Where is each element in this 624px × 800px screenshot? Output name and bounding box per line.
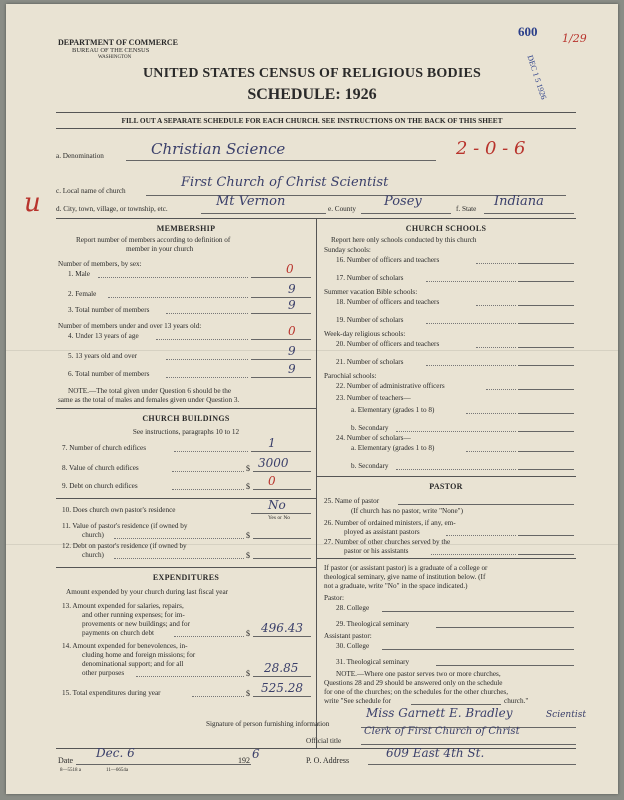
state-value: Indiana	[494, 194, 544, 209]
membership-note-2: same as the total of males and females given under Question 3.	[58, 396, 240, 404]
official-title-value: Clerk of First Church of Christ	[364, 726, 520, 737]
q8-value: 3000	[258, 456, 289, 470]
pastor-note-4: write "See schedule for	[324, 697, 391, 705]
q23-label: 23. Number of teachers—	[336, 394, 411, 402]
q9-label: 9. Debt on church edifices	[62, 482, 138, 490]
q23a-label: a. Elementary (grades 1 to 8)	[351, 406, 435, 414]
q6-label: 6. Total number of members	[68, 370, 150, 378]
q6-value: 9	[288, 362, 296, 376]
q13-value: 496.43	[261, 621, 303, 635]
county-value: Posey	[384, 194, 422, 209]
q13-label-4: payments on church debt	[82, 629, 155, 637]
state-label: f. State	[456, 205, 477, 213]
q10-hint: Yes or No	[268, 515, 291, 521]
pastor-note-5: church."	[504, 697, 529, 705]
q12-label-2: church)	[82, 551, 104, 559]
q24b-label: b. Secondary	[351, 462, 389, 470]
membership-intro-2: member in your church	[126, 245, 194, 253]
county-label: e. County	[328, 205, 356, 213]
membership-note: NOTE.—The total given under Question 6 should be the	[68, 387, 232, 395]
po-address-label: P. O. Address	[306, 756, 350, 765]
buildings-instructions: See instructions, paragraphs 10 to 12	[132, 428, 240, 436]
local-church-name-value: First Church of Christ Scientist	[181, 175, 389, 190]
received-stamp-number: 600	[518, 24, 538, 39]
q13-label-3: provements or new buildings; and for	[82, 620, 190, 628]
stamp-note: 1/29	[562, 32, 587, 45]
schedule-title: SCHEDULE: 1926	[247, 86, 377, 103]
q26-label-2: ployed as assistant pastors	[344, 528, 420, 536]
signature-value: Miss Garnett E. Bradley	[366, 706, 513, 720]
q13-label: 13. Amount expended for salaries, repairs,	[62, 602, 184, 610]
signature-label: Signature of person furnishing information	[206, 720, 330, 728]
q15-value: 525.28	[261, 681, 303, 695]
parochial-schools-label: Parochial schools:	[324, 372, 377, 380]
city-label: d. City, town, village, or township, etc.	[56, 205, 168, 213]
q28-label: 28. College	[336, 604, 370, 612]
q14-label-3: denominational support; and for all	[82, 660, 184, 668]
bureau-name: BUREAU OF THE CENSUS	[72, 47, 150, 54]
q8-label: 8. Value of church edifices	[62, 464, 139, 472]
sunday-schools-label: Sunday schools:	[324, 246, 371, 254]
q25-hint: (If church has no pastor, write "None")	[351, 507, 463, 515]
weekday-schools-label: Week-day religious schools:	[324, 330, 406, 338]
q11-label-2: church)	[82, 531, 104, 539]
q14-value: 28.85	[264, 661, 299, 675]
q1-label: 1. Male	[68, 270, 90, 278]
membership-intro: Report number of members according to definition of	[76, 236, 231, 244]
graduate-instructions: If pastor (or assistant pastor) is a graduate of a college or	[324, 564, 488, 572]
q14-label-2: cluding home and foreign missions; for	[82, 651, 196, 659]
q7-label: 7. Number of church edifices	[62, 444, 147, 452]
year-prefix: 192	[238, 756, 250, 765]
graduate-instructions-2: theological seminary, give name of institution below. (If	[324, 573, 486, 581]
denomination-code: 2 - 0 - 6	[456, 138, 526, 159]
membership-heading: MEMBERSHIP	[156, 224, 216, 233]
q11-dollar: $	[246, 531, 250, 540]
q9-dollar: $	[246, 482, 250, 491]
assistant-pastor-subheading: Assistant pastor:	[324, 632, 372, 640]
q12-dollar: $	[246, 551, 250, 560]
q14-label: 14. Amount expended for benevolences, in-	[62, 642, 188, 650]
q5-label: 5. 13 years old and over	[68, 352, 138, 360]
pastor-note-3: for one of the churches; on the schedules for the other churches,	[324, 688, 509, 696]
city-value: Mt Vernon	[216, 194, 286, 209]
form-title: UNITED STATES CENSUS OF RELIGIOUS BODIES	[142, 66, 481, 81]
q3-label: 3. Total number of members	[68, 306, 150, 314]
date-label: Date	[58, 756, 74, 765]
form-number: 8—5518 a	[60, 768, 81, 773]
q13-label-2: and other running expenses; for im-	[82, 611, 185, 619]
q14-label-4: other purposes	[82, 669, 125, 677]
pastor-heading: PASTOR	[429, 482, 463, 491]
margin-mark: u	[24, 188, 41, 218]
official-title-extra: Scientist	[546, 710, 586, 720]
q23b-label: b. Secondary	[351, 424, 389, 432]
q4-label: 4. Under 13 years of age	[68, 332, 139, 340]
q12-label: 12. Debt on pastor's residence (if owned by	[62, 542, 187, 550]
q27-label: 27. Number of other churches served by the	[324, 538, 451, 546]
q17-label: 17. Number of scholars	[336, 274, 404, 282]
q4-value: 0	[288, 324, 296, 338]
q10-label: 10. Does church own pastor's residence	[62, 506, 176, 514]
denomination-value: Christian Science	[151, 140, 286, 158]
q15-label: 15. Total expenditures during year	[62, 689, 161, 697]
form-number-2: 11—6654a	[106, 768, 129, 773]
q2-label: 2. Female	[68, 290, 97, 298]
q24-label: 24. Number of scholars—	[336, 434, 411, 442]
q30-label: 30. College	[336, 642, 370, 650]
q14-dollar: $	[246, 669, 250, 678]
q26-label: 26. Number of ordained ministers, if any, em-	[324, 519, 456, 527]
expenditures-subtitle: Amount expended by your church during last fiscal year	[66, 588, 229, 596]
local-church-name-label: c. Local name of church	[56, 187, 126, 195]
q13-dollar: $	[246, 629, 250, 638]
q2-value: 9	[288, 282, 296, 296]
summer-schools-label: Summer vacation Bible schools:	[324, 288, 418, 296]
q16-label: 16. Number of officers and teachers	[336, 256, 440, 264]
q15-dollar: $	[246, 689, 250, 698]
pastor-note-2: Questions 28 and 29 should be answered only on the schedule	[324, 679, 503, 687]
bureau-city: WASHINGTON	[98, 55, 132, 60]
q1-value: 0	[286, 262, 294, 276]
buildings-heading: CHURCH BUILDINGS	[142, 414, 230, 423]
schools-heading: CHURCH SCHOOLS	[405, 224, 487, 233]
q7-value: 1	[268, 436, 276, 450]
q3-value: 9	[288, 298, 296, 312]
members-by-age-label: Number of members under and over 13 years old:	[58, 322, 202, 330]
q11-label: 11. Value of pastor's residence (if owned by	[62, 522, 188, 530]
po-address-value: 609 East 4th St.	[386, 746, 485, 760]
q24a-label: a. Elementary (grades 1 to 8)	[351, 444, 435, 452]
graduate-instructions-3: not a graduate, write "No" in the space indicated.)	[324, 582, 468, 590]
pastor-subheading: Pastor:	[324, 594, 344, 602]
pastor-note: NOTE.—Where one pastor serves two or more churches,	[336, 670, 501, 678]
department-name: DEPARTMENT OF COMMERCE	[58, 38, 179, 47]
expenditures-heading: EXPENDITURES	[152, 573, 220, 582]
q5-value: 9	[288, 344, 296, 358]
date-value: Dec. 6	[96, 746, 135, 760]
members-by-sex-label: Number of members, by sex:	[58, 260, 142, 268]
q20-label: 20. Number of officers and teachers	[336, 340, 440, 348]
q27-label-2: pastor or his assistants	[344, 547, 409, 555]
q18-label: 18. Number of officers and teachers	[336, 298, 440, 306]
denomination-label: a. Denomination	[56, 152, 104, 160]
q31-label: 31. Theological seminary	[336, 658, 410, 666]
q19-label: 19. Number of scholars	[336, 316, 404, 324]
separate-schedule-instruction: FILL OUT A SEPARATE SCHEDULE FOR EACH CHURCH. SEE INSTRUCTIONS ON THE BACK OF THIS SHEET	[121, 116, 503, 125]
census-schedule-sheet	[6, 4, 618, 794]
q9-value: 0	[268, 474, 276, 488]
q25-label: 25. Name of pastor	[324, 497, 380, 505]
q8-dollar: $	[246, 464, 250, 473]
year-value: 6	[252, 747, 260, 761]
official-title-label: Official title	[306, 737, 342, 745]
q21-label: 21. Number of scholars	[336, 358, 404, 366]
received-date-stamp: DEC 1 5 1926	[525, 54, 549, 101]
q29-label: 29. Theological seminary	[336, 620, 410, 628]
q22-label: 22. Number of administrative officers	[336, 382, 445, 390]
schools-subtitle: Report here only schools conducted by this church	[331, 236, 477, 244]
q10-value: No	[268, 498, 286, 512]
